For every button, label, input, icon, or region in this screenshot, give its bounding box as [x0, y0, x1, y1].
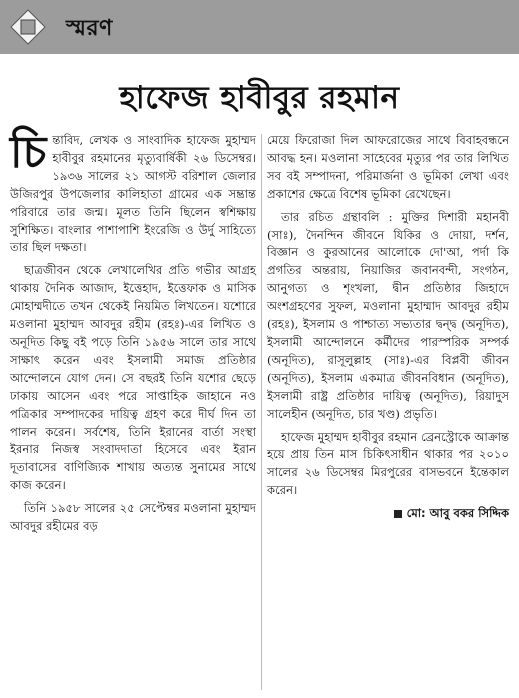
byline-row — [267, 505, 509, 523]
article-paragraph: হাফেজ মুহাম্মদ হাবীবুর রহমান ব্রেনস্ট্রোকে আক্রান্ত হয়ে প্রায় তিন মাস চিকিৎসাধীন থাকার পর ২০১০ সালের ২৬ ডিসেম্বর মিরপুরের বাসভবনে ইন্তেকাল করেন। — [267, 429, 509, 498]
article-paragraph: ছাত্রজীবন থেকে লেখালেখির প্রতি গভীর আগ্রহ থাকায় দৈনিক আজাদ, ইত্তেহাদ, ইত্তেফাক ও মাসিক মোহাম্মদীতে তখন থেকেই নিয়মিত লিখতেন। যশোরে মওলানা মুহাম্মদ আবদুর রহীম (রহঃ)-এর লিখিত ও অনূদিত কিছু বই পড়ে তিনি ১৯৫৬ সালে তার সাথে সাক্ষাৎ করেন এবং ইসলামী সমাজ প্রতিষ্ঠার আন্দোলনে যোগ দেন। সে বছরই তিনি যশোর ছেড়ে ঢাকায় আসেন এবং পরে সাপ্তাহিক জাহানে নও পত্রিকার সম্পাদকের দায়িত্ব গ্রহণ করে দীর্ঘ দিন তা পালন করেন। সর্বশেষ, তিনি ইরানের বার্তা সংস্থা ইরনার নিজস্ব সংবাদদাতা হিসেবে এবং ইরান দূতাবাসের বাণিজ্যিক শাখায় অত্যন্ত সুনামের সাথে কাজ করেন। — [10, 263, 256, 493]
square-in-diamond-icon — [10, 9, 46, 45]
paragraph-text: ন্তাবিদ, লেখক ও সাংবাদিক হাফেজ মুহাম্মদ হাবীবুর রহমানের মৃত্যুবার্ষিকী ২৬ ডিসেম্বর। ১৯৩৬ সালের ২১ আগস্ট বরিশাল জেলার উজিরপুর উপজেলার কালিহাতা গ্রামের এক সম্ভ্রান্ত পরিবারে তার জন্ম। মূলত তিনি ছিলেন স্বশিক্ষায় সুশিক্ষিত। বাংলার পাশাপাশি ইংরেজি ও উর্দু সাহিত্যে তার ছিল দক্ষতা। — [10, 133, 256, 255]
black-square-icon — [394, 510, 402, 518]
drop-cap: চি — [10, 127, 47, 178]
article-left-column — [10, 127, 256, 541]
section-header-band — [0, 0, 519, 54]
column-divider — [261, 134, 262, 690]
article-paragraph: তার রচিত গ্রন্থাবলি : মুক্তির দিশারী মহানবী (সাঃ), দৈনন্দিন জীবনে যিকির ও দোয়া, দর্শন, বিজ্ঞান ও কুরআনের আলোকে দো'আ, পর্দা কি প্রগতির অন্তরায়, নিয়াজির জবানবন্দী, সংগঠন, আনুগত্য ও শৃংখলা, দ্বীন প্রতিষ্ঠার জিহাদে অংশগ্রহণের সুফল, মওলানা মুহাম্মাদ আবদুর রহীম (রহঃ), ইসলাম ও পাশ্চাত্য সভ্যতার দ্বন্দ্ব (অনূদিত), ইসলামী আন্দোলনে কর্মীদের পারস্পরিক সম্পর্ক (অনূদিত), রাসূলুল্লাহ (সাঃ)-এর বিপ্লবী জীবন (অনূদিত), ইসলাম একমাত্র জীবনবিধান (অনূদিত), ইসলামী রাষ্ট্র প্রতিষ্ঠার দায়িত্ব (অনূদিত), রিয়াদুস সালেহীন (অনূদিত, চার খণ্ড) প্রভৃতি। — [267, 209, 509, 421]
author-byline: মো: আবু বকর সিদ্দিক — [406, 506, 509, 521]
article-paragraph: তিনি ১৯৫৮ সালের ২৫ সেপ্টেম্বর মওলানা মুহাম্মদ আবদুর রহীমের বড় — [10, 501, 256, 534]
section-label: স্মরণ — [66, 16, 113, 41]
article-headline: হাফেজ হাবীবুর রহমান — [119, 80, 400, 116]
article-paragraph — [10, 127, 256, 257]
article-paragraph: মেয়ে ফিরোজা দিল আফরোজের সাথে বিবাহবন্ধনে আবদ্ধ হন। মওলানা সাহেবের মৃত্যুর পর তার লিখিত সব বই সম্পাদনা, পরিমার্জনা ও ভূমিকা লেখা এবং প্রকাশের ক্ষেত্রে বিশেষ ভূমিকা রেখেছেন। — [267, 133, 509, 201]
article-right-column — [267, 132, 509, 523]
